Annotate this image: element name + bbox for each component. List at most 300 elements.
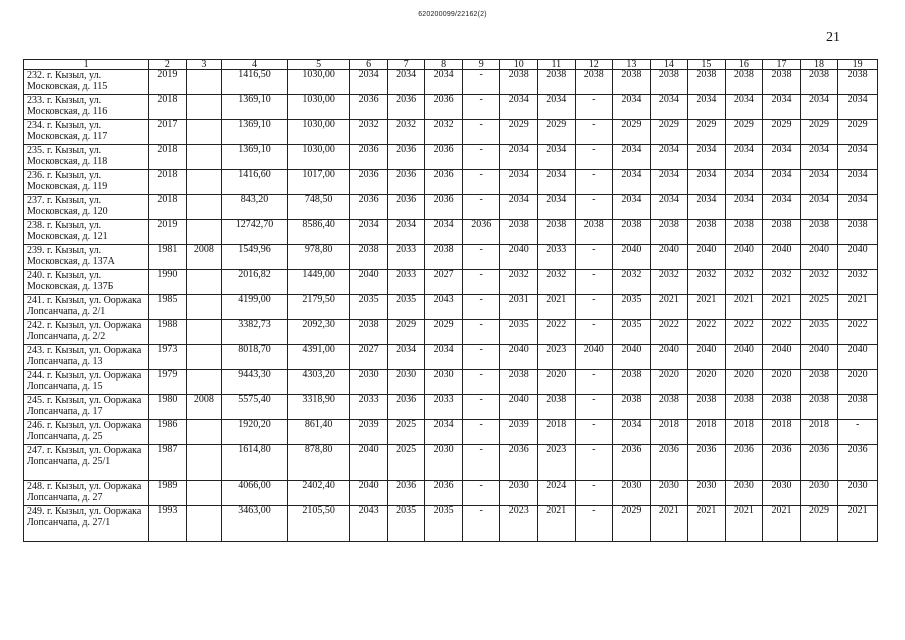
column-number-1: 1 — [24, 60, 149, 70]
table-cell: 2040 — [613, 345, 651, 370]
table-cell: 2038 — [538, 395, 576, 420]
table-cell: 2036 — [387, 481, 425, 506]
table-cell: 2034 — [838, 145, 878, 170]
table-cell: 2043 — [425, 295, 463, 320]
table-cell: 2036 — [725, 445, 763, 481]
table-cell: 2030 — [350, 370, 388, 395]
table-cell: 2032 — [350, 120, 388, 145]
table-cell: 2032 — [538, 270, 576, 295]
column-number-row — [24, 60, 878, 70]
table-cell: 2034 — [425, 220, 463, 245]
table-cell: 2040 — [838, 345, 878, 370]
table-cell: 2036 — [650, 445, 688, 481]
table-cell: 2016,82 — [222, 270, 288, 295]
table-cell: 2043 — [350, 506, 388, 542]
table-row — [24, 481, 878, 506]
table-cell — [186, 70, 221, 95]
table-cell: 2038 — [538, 220, 576, 245]
table-cell: 2034 — [613, 195, 651, 220]
table-cell: 2038 — [838, 70, 878, 95]
table-cell: 2038 — [763, 70, 801, 95]
table-cell: - — [462, 345, 500, 370]
address-cell: 245. г. Кызыл, ул. Ооржака Лопсанчапа, д. 17 — [24, 395, 149, 420]
table-cell: 2034 — [763, 170, 801, 195]
table-cell: - — [462, 320, 500, 345]
table-cell: 2036 — [387, 195, 425, 220]
table-cell: 2035 — [500, 320, 538, 345]
table-cell: 2034 — [613, 145, 651, 170]
table-cell: 2022 — [538, 320, 576, 345]
table-cell: 2034 — [350, 220, 388, 245]
table-cell: 2036 — [387, 95, 425, 120]
page-number: 21 — [826, 30, 840, 45]
table-cell: 2021 — [538, 506, 576, 542]
table-cell: 2034 — [763, 145, 801, 170]
table-cell: 2020 — [538, 370, 576, 395]
table-cell: 2040 — [500, 395, 538, 420]
column-number-9: 9 — [462, 60, 500, 70]
table-cell: 2036 — [425, 145, 463, 170]
table-cell: - — [575, 270, 613, 295]
table-row — [24, 170, 878, 195]
table-row — [24, 70, 878, 95]
table-cell: 2034 — [650, 195, 688, 220]
table-cell: 2038 — [688, 70, 726, 95]
table-cell: 2036 — [613, 445, 651, 481]
table-cell: 2033 — [387, 270, 425, 295]
table-cell: - — [838, 420, 878, 445]
address-cell: 238. г. Кызыл, ул. Московская, д. 121 — [24, 220, 149, 245]
table-cell: 2038 — [538, 70, 576, 95]
table-cell: 2030 — [688, 481, 726, 506]
table-cell: - — [575, 420, 613, 445]
table-cell: 2021 — [763, 295, 801, 320]
table-cell: - — [575, 395, 613, 420]
table-cell: 2034 — [838, 170, 878, 195]
table-cell: 2034 — [838, 95, 878, 120]
table-cell: 2029 — [425, 320, 463, 345]
table-cell: 2030 — [387, 370, 425, 395]
table-body — [24, 70, 878, 542]
table-cell: 2032 — [613, 270, 651, 295]
table-cell — [186, 481, 221, 506]
address-cell: 246. г. Кызыл, ул. Ооржака Лопсанчапа, д. 25 — [24, 420, 149, 445]
table-cell: 9443,30 — [222, 370, 288, 395]
table-cell: 2008 — [186, 395, 221, 420]
address-cell: 239. г. Кызыл, ул. Московская, д. 137А — [24, 245, 149, 270]
table-cell: - — [575, 445, 613, 481]
table-cell: 2032 — [500, 270, 538, 295]
table-cell: 1416,50 — [222, 70, 288, 95]
table-cell: 2029 — [800, 506, 838, 542]
table-cell: 2029 — [387, 320, 425, 345]
table-cell — [186, 195, 221, 220]
table-cell: - — [462, 120, 500, 145]
table-cell: 2035 — [800, 320, 838, 345]
column-number-2: 2 — [149, 60, 187, 70]
table-cell: 2032 — [387, 120, 425, 145]
table-cell: 2036 — [500, 445, 538, 481]
column-number-8: 8 — [425, 60, 463, 70]
table-cell: 2040 — [688, 345, 726, 370]
table-cell: 1449,00 — [287, 270, 350, 295]
table-cell: 1369,10 — [222, 120, 288, 145]
table-cell: 2034 — [500, 170, 538, 195]
table-cell: 1985 — [149, 295, 187, 320]
table-cell — [186, 270, 221, 295]
table-cell: 2019 — [149, 220, 187, 245]
table-row — [24, 245, 878, 270]
table-cell: 2035 — [387, 506, 425, 542]
table-cell: 4391,00 — [287, 345, 350, 370]
table-cell: 2021 — [763, 506, 801, 542]
table-cell: 1986 — [149, 420, 187, 445]
address-cell: 237. г. Кызыл, ул. Московская, д. 120 — [24, 195, 149, 220]
table-cell: 2024 — [538, 481, 576, 506]
address-cell: 241. г. Кызыл, ул. Ооржака Лопсанчапа, д. 2/1 — [24, 295, 149, 320]
table-cell: 2040 — [650, 245, 688, 270]
table-cell: - — [575, 120, 613, 145]
table-cell: 2040 — [350, 270, 388, 295]
column-number-11: 11 — [538, 60, 576, 70]
table-cell: 2034 — [613, 95, 651, 120]
table-cell: 2034 — [763, 195, 801, 220]
table-cell: 1993 — [149, 506, 187, 542]
table-cell: 2029 — [538, 120, 576, 145]
address-cell: 235. г. Кызыл, ул. Московская, д. 118 — [24, 145, 149, 170]
table-cell: 1614,80 — [222, 445, 288, 481]
table-cell: 2038 — [500, 370, 538, 395]
table-cell: - — [575, 245, 613, 270]
table-cell: 2038 — [838, 395, 878, 420]
table-cell: 1017,00 — [287, 170, 350, 195]
table-cell: - — [462, 420, 500, 445]
table-cell: 2029 — [500, 120, 538, 145]
table-cell: - — [462, 95, 500, 120]
table-cell: 2034 — [688, 95, 726, 120]
table-cell: - — [462, 195, 500, 220]
table-cell: 1030,00 — [287, 145, 350, 170]
table-cell: 1030,00 — [287, 120, 350, 145]
table-cell: 2027 — [425, 270, 463, 295]
table-cell: 2030 — [500, 481, 538, 506]
table-cell: 2036 — [350, 95, 388, 120]
table-cell: 2032 — [650, 270, 688, 295]
table-cell: 2030 — [425, 370, 463, 395]
table-cell: - — [575, 170, 613, 195]
table-cell: 2179,50 — [287, 295, 350, 320]
table-cell: 1990 — [149, 270, 187, 295]
table-cell: - — [462, 170, 500, 195]
table-cell: 2038 — [650, 395, 688, 420]
table-cell: 2021 — [538, 295, 576, 320]
table-cell: 2038 — [763, 220, 801, 245]
table-cell: 2036 — [425, 195, 463, 220]
table-cell: 8018,70 — [222, 345, 288, 370]
table-cell: 2034 — [800, 95, 838, 120]
table-cell: 2039 — [350, 420, 388, 445]
table-cell: 2019 — [149, 70, 187, 95]
table-cell: 2020 — [763, 370, 801, 395]
table-cell: 2036 — [462, 220, 500, 245]
table-cell: 1030,00 — [287, 70, 350, 95]
table-cell: - — [575, 506, 613, 542]
table-cell: 2040 — [763, 345, 801, 370]
table-cell: 2040 — [500, 245, 538, 270]
table-cell: 2036 — [350, 195, 388, 220]
table-cell: 2033 — [350, 395, 388, 420]
table-cell: 2040 — [650, 345, 688, 370]
table-cell: 2034 — [500, 95, 538, 120]
table-cell: 2040 — [725, 345, 763, 370]
column-number-16: 16 — [725, 60, 763, 70]
table-cell: 2030 — [613, 481, 651, 506]
address-cell: 242. г. Кызыл, ул. Ооржака Лопсанчапа, д. 2/2 — [24, 320, 149, 345]
table-cell: 2034 — [650, 95, 688, 120]
table-cell: 2034 — [838, 195, 878, 220]
table-cell: 2038 — [800, 70, 838, 95]
table-cell: 2022 — [688, 320, 726, 345]
table-cell: 2020 — [688, 370, 726, 395]
table-cell: 2034 — [387, 220, 425, 245]
table-cell: 843,20 — [222, 195, 288, 220]
table-cell: 2038 — [350, 245, 388, 270]
table-cell — [186, 506, 221, 542]
table-cell: 2040 — [725, 245, 763, 270]
table-cell: 2036 — [763, 445, 801, 481]
table-cell: 2038 — [725, 70, 763, 95]
table-cell: 2038 — [613, 220, 651, 245]
table-cell: 2034 — [387, 70, 425, 95]
table-cell: 2034 — [763, 95, 801, 120]
table-row — [24, 270, 878, 295]
housing-repair-table — [23, 59, 878, 542]
table-cell — [186, 145, 221, 170]
table-cell: 2036 — [688, 445, 726, 481]
table-cell: 2038 — [613, 395, 651, 420]
table-cell: 2034 — [538, 145, 576, 170]
table-cell: 2040 — [800, 345, 838, 370]
table-cell: 2018 — [149, 170, 187, 195]
table-cell: - — [575, 95, 613, 120]
table-cell: 2036 — [350, 145, 388, 170]
table-cell: 2038 — [575, 70, 613, 95]
table-cell: 2018 — [538, 420, 576, 445]
table-row — [24, 445, 878, 481]
table-row — [24, 420, 878, 445]
table-cell: 1989 — [149, 481, 187, 506]
table-cell: 2034 — [688, 170, 726, 195]
table-cell: 2034 — [350, 70, 388, 95]
table-cell: 2040 — [800, 245, 838, 270]
table-row — [24, 220, 878, 245]
table-row — [24, 345, 878, 370]
table-cell: 2040 — [838, 245, 878, 270]
table-cell: 2017 — [149, 120, 187, 145]
address-cell: 244. г. Кызыл, ул. Ооржака Лопсанчапа, д. 15 — [24, 370, 149, 395]
table-cell: 2029 — [800, 120, 838, 145]
table-cell: 2021 — [838, 295, 878, 320]
table-cell: 1030,00 — [287, 95, 350, 120]
column-number-13: 13 — [613, 60, 651, 70]
table-cell: 2030 — [763, 481, 801, 506]
table-cell: 2040 — [350, 445, 388, 481]
table-cell: 2020 — [725, 370, 763, 395]
table-cell: 2035 — [613, 320, 651, 345]
table-cell: 2033 — [387, 245, 425, 270]
column-number-7: 7 — [387, 60, 425, 70]
table-cell: 1981 — [149, 245, 187, 270]
document-id: 620200099/22162(2) — [418, 11, 487, 18]
table-cell: 2029 — [650, 120, 688, 145]
table-cell: 2030 — [650, 481, 688, 506]
table-cell: - — [462, 270, 500, 295]
table-cell: 2034 — [425, 70, 463, 95]
table-cell: 2018 — [650, 420, 688, 445]
table-cell: 2018 — [800, 420, 838, 445]
column-number-17: 17 — [763, 60, 801, 70]
table-row — [24, 95, 878, 120]
table-cell: 1369,10 — [222, 95, 288, 120]
table-cell: 2018 — [688, 420, 726, 445]
table-cell: 2034 — [613, 170, 651, 195]
table-cell: 1369,10 — [222, 145, 288, 170]
table-cell — [186, 420, 221, 445]
table-cell: 2022 — [763, 320, 801, 345]
table-cell: - — [462, 395, 500, 420]
table-cell: 2040 — [575, 345, 613, 370]
table-cell: 3318,90 — [287, 395, 350, 420]
table-cell: - — [462, 70, 500, 95]
table-cell: 2038 — [575, 220, 613, 245]
table-cell: 2022 — [838, 320, 878, 345]
table-cell: 2038 — [650, 220, 688, 245]
table-row — [24, 320, 878, 345]
table-cell: 3463,00 — [222, 506, 288, 542]
table-cell — [186, 220, 221, 245]
address-cell: 247. г. Кызыл, ул. Ооржака Лопсанчапа, д. 25/1 — [24, 445, 149, 481]
table-cell: 2029 — [725, 120, 763, 145]
table-cell: - — [462, 145, 500, 170]
table-cell: 2018 — [725, 420, 763, 445]
column-number-15: 15 — [688, 60, 726, 70]
table-cell: 2092,30 — [287, 320, 350, 345]
table-cell: 2038 — [688, 220, 726, 245]
table-cell: 2022 — [725, 320, 763, 345]
column-number-12: 12 — [575, 60, 613, 70]
table-cell: 2038 — [725, 220, 763, 245]
table-cell: 2038 — [800, 220, 838, 245]
table-cell: 2038 — [500, 70, 538, 95]
table-cell: 2032 — [838, 270, 878, 295]
table-cell: 2038 — [350, 320, 388, 345]
table-cell — [186, 95, 221, 120]
table-cell: 2036 — [387, 145, 425, 170]
table-cell: 2034 — [538, 95, 576, 120]
table-cell: 2038 — [500, 220, 538, 245]
table-row — [24, 195, 878, 220]
table-cell: 2034 — [650, 145, 688, 170]
table-cell: 2038 — [425, 245, 463, 270]
table-cell: 2036 — [425, 481, 463, 506]
table-cell — [186, 170, 221, 195]
table-cell: 4199,00 — [222, 295, 288, 320]
table-cell: - — [575, 195, 613, 220]
table-cell: 2032 — [725, 270, 763, 295]
table-cell: 2038 — [650, 70, 688, 95]
table-cell: 2034 — [800, 145, 838, 170]
address-cell: 240. г. Кызыл, ул. Московская, д. 137Б — [24, 270, 149, 295]
table-cell: - — [575, 295, 613, 320]
table-cell: 2034 — [688, 145, 726, 170]
table-cell: 2034 — [800, 170, 838, 195]
table-cell: 2034 — [500, 195, 538, 220]
table-cell: 2021 — [688, 295, 726, 320]
table-cell: 4303,20 — [287, 370, 350, 395]
table-cell: 2029 — [688, 120, 726, 145]
column-number-19: 19 — [838, 60, 878, 70]
table-cell: 2021 — [838, 506, 878, 542]
table-cell: 2032 — [425, 120, 463, 145]
table-cell: 1979 — [149, 370, 187, 395]
table-cell: 2038 — [613, 370, 651, 395]
table-cell — [186, 370, 221, 395]
column-number-14: 14 — [650, 60, 688, 70]
table-cell: 2034 — [613, 420, 651, 445]
table-cell: - — [462, 481, 500, 506]
address-cell: 233. г. Кызыл, ул. Московская, д. 116 — [24, 95, 149, 120]
address-cell: 249. г. Кызыл, ул. Ооржака Лопсанчапа, д. 27/1 — [24, 506, 149, 542]
address-cell: 236. г. Кызыл, ул. Московская, д. 119 — [24, 170, 149, 195]
table-cell: 2032 — [800, 270, 838, 295]
table-cell: 1980 — [149, 395, 187, 420]
table-cell: 2034 — [500, 145, 538, 170]
table-cell: 748,50 — [287, 195, 350, 220]
table-cell: 2038 — [838, 220, 878, 245]
table-row — [24, 145, 878, 170]
table-cell: 8586,40 — [287, 220, 350, 245]
table-cell: 1549,96 — [222, 245, 288, 270]
table-cell: 1416,60 — [222, 170, 288, 195]
table-cell: 2036 — [350, 170, 388, 195]
table-cell: 2030 — [725, 481, 763, 506]
table-cell: 2023 — [500, 506, 538, 542]
table-cell: 2040 — [500, 345, 538, 370]
table-cell: 2040 — [350, 481, 388, 506]
table-cell: 2034 — [725, 195, 763, 220]
table-cell: 2036 — [425, 170, 463, 195]
table-cell: 2018 — [149, 95, 187, 120]
table-cell: 2038 — [800, 395, 838, 420]
table-cell: 2025 — [800, 295, 838, 320]
column-number-18: 18 — [800, 60, 838, 70]
table-cell: 2040 — [613, 245, 651, 270]
table-cell: - — [462, 295, 500, 320]
table-cell — [186, 120, 221, 145]
table-cell: 2029 — [613, 120, 651, 145]
table-cell: 1920,20 — [222, 420, 288, 445]
table-cell: 2034 — [650, 170, 688, 195]
table-cell: 2034 — [725, 145, 763, 170]
table-cell: 1987 — [149, 445, 187, 481]
table-cell: 2038 — [800, 370, 838, 395]
column-number-6: 6 — [350, 60, 388, 70]
table-cell: 2023 — [538, 345, 576, 370]
table-cell: 2021 — [650, 506, 688, 542]
table-cell: 861,40 — [287, 420, 350, 445]
column-number-4: 4 — [222, 60, 288, 70]
table-cell: 2034 — [425, 420, 463, 445]
